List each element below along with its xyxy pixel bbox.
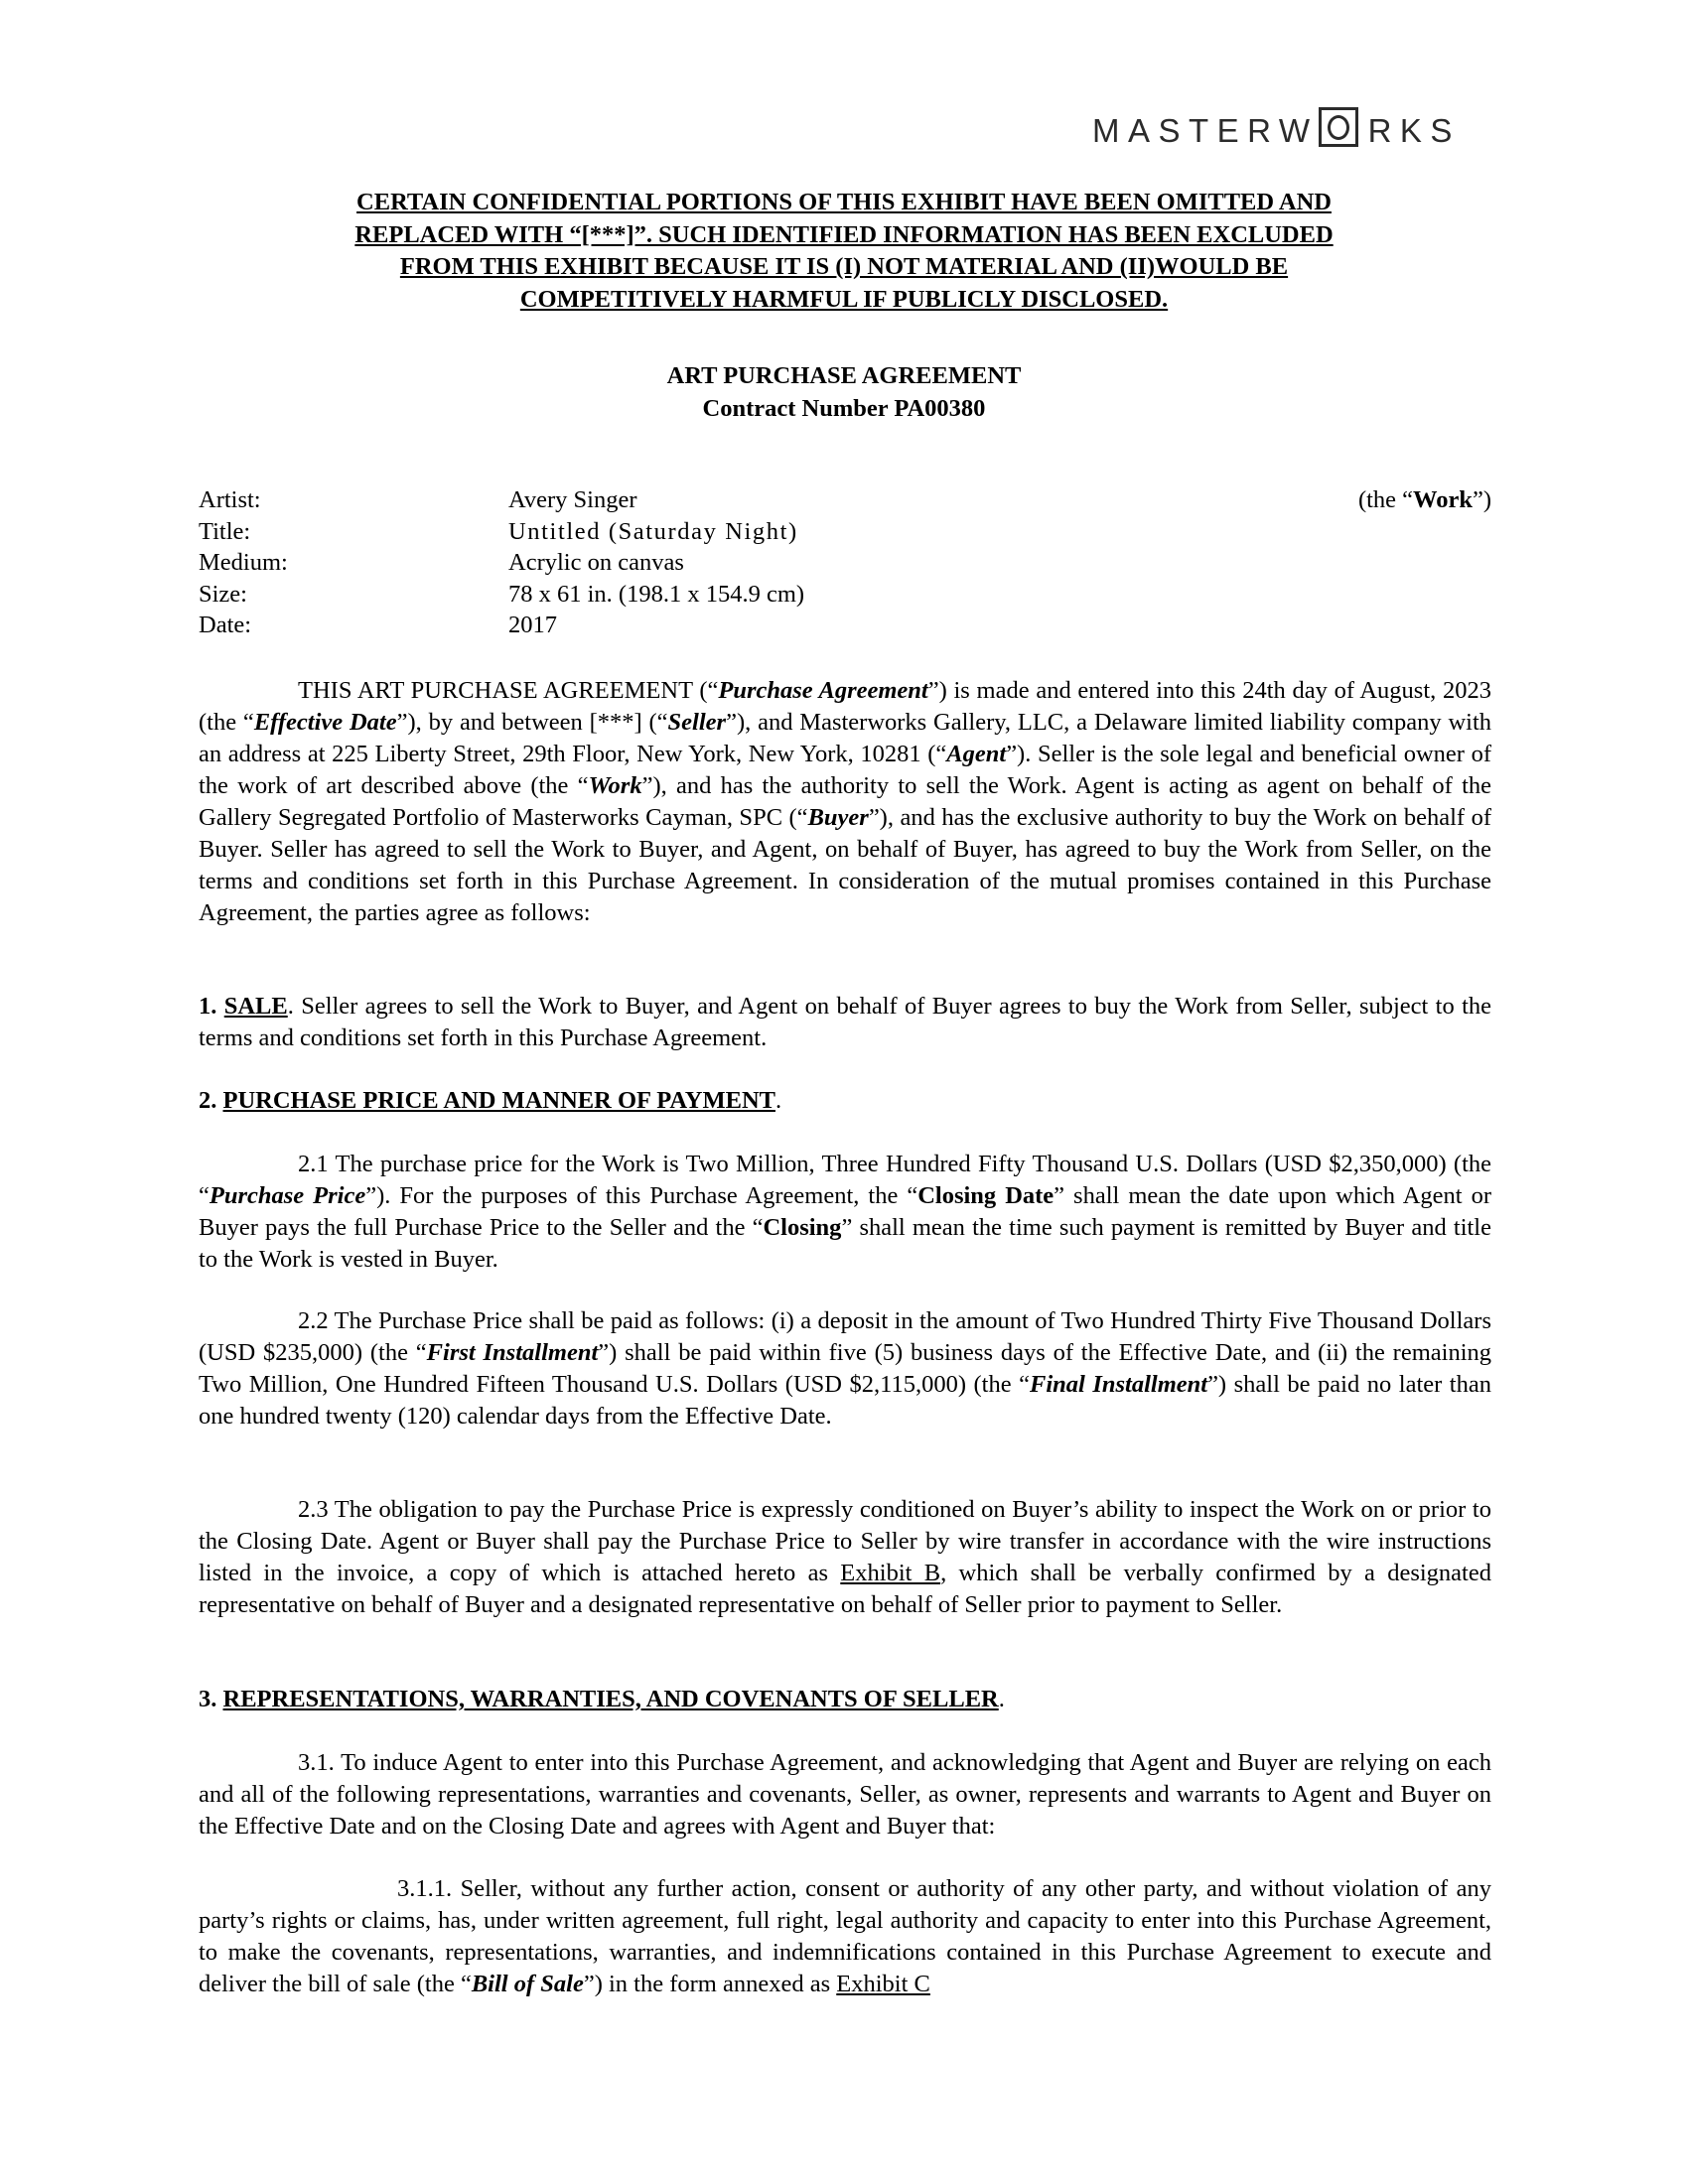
section-title: REPRESENTATIONS, WARRANTIES, AND COVENANTS OF SELLER — [222, 1686, 999, 1712]
detail-row-size — [199, 579, 1491, 611]
text-run: ”) shall be paid within five (5) business days of the Effective Date, and (ii) the remaining Two Million, One Hundred Fifteen Thousand U.S. Dollars (USD $2,115,000) (the “ — [199, 1339, 1491, 1398]
text-run: ”), by and between [***] (“ — [396, 709, 668, 736]
section-number: 2. — [199, 1087, 223, 1114]
detail-value: 2017 — [508, 612, 557, 638]
exhibit-b-reference: Exhibit B — [840, 1560, 941, 1586]
detail-value: 78 x 61 in. (198.1 x 154.9 cm) — [508, 580, 805, 608]
section-3-heading — [199, 1684, 1005, 1715]
detail-label: Date: — [199, 612, 252, 638]
notice-line: REPLACED WITH “[***]”. SUCH IDENTIFIED INFORMATION HAS BEEN EXCLUDED — [354, 220, 1334, 248]
defined-term: Buyer — [807, 804, 869, 831]
confidentiality-notice — [238, 187, 1450, 316]
paragraph-2-1 — [199, 1149, 1491, 1276]
text-run: ”), and Masterworks Gallery, LLC, a Delaware limited liability company with an address at 225 Liberty Street, 29th Floor, New York, New York, 10281 (“ — [199, 709, 1491, 767]
text-run: 2.2 The Purchase Price shall be paid as follows: (i) a deposit in the amount of Two Hundred Thirty Five Thousand Dollars (USD $235,000) (the “ — [199, 1307, 1491, 1366]
work-details — [199, 484, 1491, 641]
contract-number: Contract Number PA00380 — [702, 395, 986, 422]
section-number: 1. — [199, 993, 224, 1020]
section-2-heading — [199, 1085, 781, 1117]
detail-value: Untitled (Saturday Night) — [508, 517, 798, 545]
paragraph-2-2 — [199, 1305, 1491, 1433]
text-run: 3.1. To induce Agent to enter into this Purchase Agreement, and acknowledging that Agent and Buyer are relying on each and all of the following representations, warranties and covenants, Seller, as owner, represents and warrants to Agent and Buyer on the Effective Date and on the Closing Date and agrees with Agent and Buyer that: — [199, 1749, 1491, 1840]
text-run: ”) is made and entered into this 24th day of August, 2023 (the “ — [199, 677, 1491, 736]
text-run: 2.1 The purchase price for the Work is Two Million, Three Hundred Fifty Thousand U.S. Dollars (USD $2,350,000) (the “ — [199, 1151, 1491, 1209]
text-run: (the “ — [1357, 486, 1414, 513]
exhibit-c-reference: Exhibit C — [836, 1971, 930, 1997]
defined-term: Agent — [946, 741, 1007, 767]
notice-line: COMPETITIVELY HARMFUL IF PUBLICLY DISCLOSED. — [519, 285, 1169, 313]
defined-term: Closing Date — [917, 1182, 1055, 1209]
defined-term: Bill of Sale — [471, 1971, 584, 1997]
logo-text-left: MASTERW — [1092, 112, 1319, 149]
text-run: 3.1.1. Seller, without any further action, consent or authority of any other party, and without violation of any party’s rights or claims, has, under written agreement, full right, legal authority and capacity to enter into this Purchase Agreement, to make the covenants, representations, warranties, and indemnifications contained in this Purchase Agreement to execute and deliver the bill of sale (the “ — [199, 1875, 1491, 1997]
detail-value: Acrylic on canvas — [508, 549, 684, 576]
defined-term: Effective Date — [253, 709, 397, 736]
notice-line: FROM THIS EXHIBIT BECAUSE IT IS (I) NOT MATERIAL AND (II)WOULD BE — [399, 253, 1289, 280]
defined-term: Final Installment — [1029, 1371, 1208, 1398]
detail-row-artist — [199, 484, 1491, 516]
text-run: , which shall be verbally confirmed by a designated representative on behalf of Buyer and a designated representative on behalf of Seller prior to payment to Seller. — [199, 1560, 1491, 1618]
defined-term: Work — [1413, 486, 1473, 513]
masterworks-logo — [1092, 107, 1489, 151]
text-run: ”). For the purposes of this Purchase Agreement, the “ — [365, 1182, 918, 1209]
text-run: 2.3 The obligation to pay the Purchase Price is expressly conditioned on Buyer’s ability to inspect the Work on or prior to the Closing Date. Agent or Buyer shall pay the Purchase Price to Seller by wire transfer in accordance with the wire instructions listed in the invoice, a copy of which is attached hereto as — [199, 1496, 1491, 1586]
detail-label: Medium: — [199, 549, 288, 576]
section-title: SALE — [223, 993, 288, 1020]
paragraph-3-1 — [199, 1747, 1491, 1843]
defined-term: First Installment — [426, 1339, 599, 1366]
defined-term: Purchase Price — [209, 1182, 366, 1209]
detail-label: Title: — [199, 517, 251, 545]
text-run: . — [998, 1686, 1005, 1712]
defined-term: Seller — [667, 709, 727, 736]
text-run: ”). Seller is the sole legal and beneficial owner of the work of art described above (the “ — [199, 741, 1491, 799]
paragraph-2-3 — [199, 1494, 1491, 1621]
section-title: PURCHASE PRICE AND MANNER OF PAYMENT — [222, 1087, 775, 1114]
defined-term: Closing — [763, 1214, 842, 1241]
intro-paragraph — [199, 675, 1491, 929]
logo-text-right: RKS — [1367, 112, 1461, 149]
text-run: ”) in the form annexed as — [583, 1971, 837, 1997]
text-run: . Seller agrees to sell the Work to Buyer, and Agent on behalf of Buyer agrees to buy the Work from Seller, subject to the terms and conditions set forth in this Purchase Agreement. — [199, 993, 1491, 1051]
text-run: ”) — [1472, 486, 1491, 513]
text-run: ”), and has the exclusive authority to buy the Work on behalf of Buyer. Seller has agreed to sell the Work to Buyer, and Agent, on behalf of Buyer, has agreed to buy the Work from Seller, on the terms and conditions set forth in this Purchase Agreement. In consideration of the mutual promises contained in this Purchase Agreement, the parties agree as follows: — [199, 804, 1491, 926]
detail-row-medium — [199, 547, 1491, 579]
text-run: ”) shall be paid no later than one hundred twenty (120) calendar days from the Effective Date. — [199, 1371, 1491, 1430]
section-number: 3. — [199, 1686, 223, 1712]
work-defined-term — [1358, 484, 1491, 516]
defined-term: Work — [588, 772, 642, 799]
detail-label: Size: — [199, 580, 247, 608]
logo-o-mark — [1319, 107, 1358, 147]
detail-label: Artist: — [199, 486, 261, 513]
section-1-sale — [199, 991, 1491, 1054]
notice-line: CERTAIN CONFIDENTIAL PORTIONS OF THIS EXHIBIT HAVE BEEN OMITTED AND — [356, 189, 1332, 215]
paragraph-3-1-1 — [199, 1873, 1491, 2000]
detail-row-title — [199, 516, 1491, 548]
text-run: THIS ART PURCHASE AGREEMENT (“ — [298, 677, 719, 704]
detail-value: Avery Singer — [508, 486, 637, 513]
text-run: ” shall mean the time such payment is remitted by Buyer and title to the Work is vested in Buyer. — [199, 1214, 1491, 1273]
text-run: ”), and has the authority to sell the Work. Agent is acting as agent on behalf of the Gallery Segregated Portfolio of Masterworks Cayman, SPC (“ — [199, 772, 1491, 831]
agreement-title: ART PURCHASE AGREEMENT — [666, 362, 1022, 389]
agreement-title-block — [199, 359, 1489, 425]
text-run: ” shall mean the date upon which Agent or Buyer pays the full Purchase Price to the Seller and the “ — [199, 1182, 1491, 1241]
detail-row-date — [199, 610, 1491, 641]
text-run: . — [774, 1087, 782, 1114]
defined-term: Purchase Agreement — [718, 677, 928, 704]
